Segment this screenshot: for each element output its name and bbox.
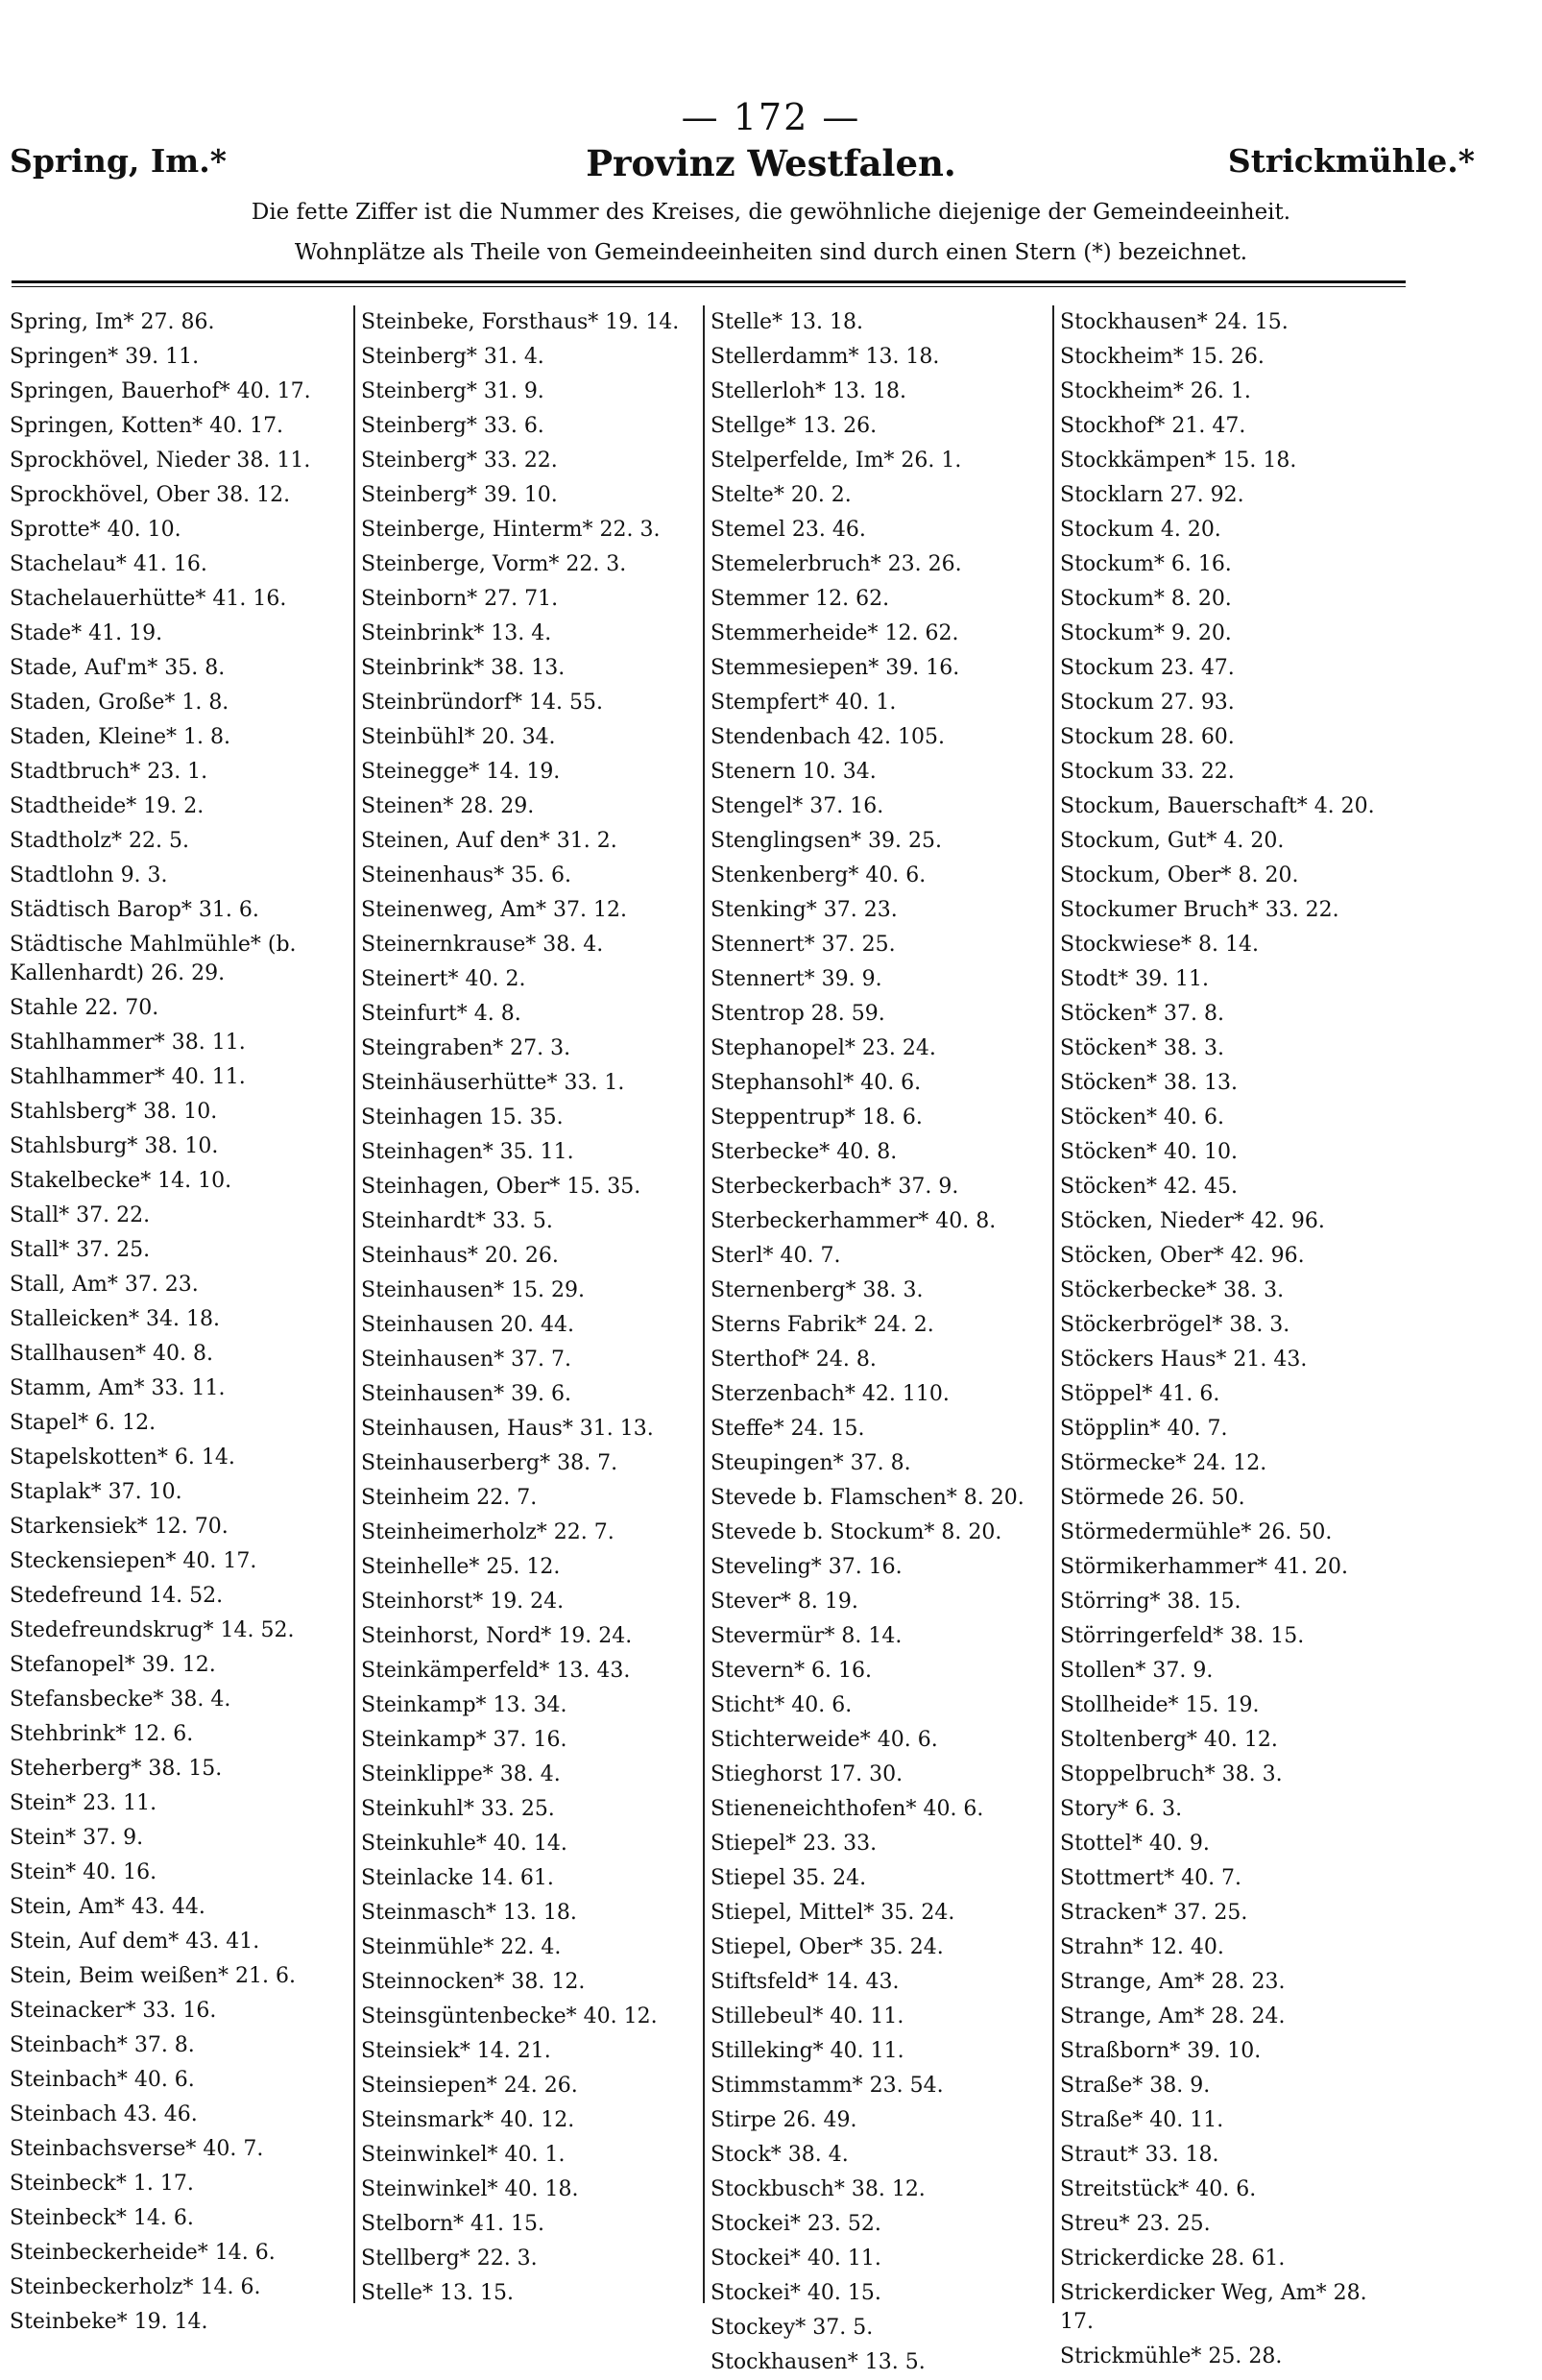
index-entry: Steinbeke* 19. 14. bbox=[10, 2310, 208, 2334]
index-entry: Steinkamp* 13. 34. bbox=[361, 1693, 567, 1717]
index-column-4 bbox=[1052, 305, 1402, 2368]
index-entry: Stockei* 40. 11. bbox=[711, 2246, 881, 2271]
index-entry: Steingraben* 27. 3. bbox=[361, 1036, 571, 1060]
index-entry: Sterbecke* 40. 8. bbox=[711, 1140, 898, 1164]
index-entry: Strickerdicke 28. 61. bbox=[1060, 2246, 1286, 2271]
index-entry: Stevede b. Flamschen* 8. 20. bbox=[711, 1486, 1024, 1510]
index-entry: Steinhausen* 39. 6. bbox=[361, 1382, 572, 1406]
index-entry: Steffe* 24. 15. bbox=[711, 1417, 865, 1441]
index-entry: Stodt* 39. 11. bbox=[1060, 967, 1210, 991]
index-entry: Stelle* 13. 18. bbox=[711, 310, 863, 334]
index-entry: Stockum, Bauerschaft* 4. 20. bbox=[1060, 794, 1375, 818]
index-entry: Stockum, Ober* 8. 20. bbox=[1060, 863, 1299, 887]
index-entry: Steinheim 22. 7. bbox=[361, 1486, 538, 1510]
index-entry: Stakelbecke* 14. 10. bbox=[10, 1169, 232, 1193]
index-entry: Springen, Kotten* 40. 17. bbox=[10, 414, 284, 438]
index-entry: Steinberg* 39. 10. bbox=[361, 483, 558, 507]
index-entry: Stade, Auf'm* 35. 8. bbox=[10, 656, 226, 680]
index-entry: Steinberge, Hinterm* 22. 3. bbox=[361, 518, 661, 542]
index-entry: Stockei* 40. 15. bbox=[711, 2281, 881, 2305]
index-entry: Steinsiepen* 24. 26. bbox=[361, 2074, 578, 2098]
index-entry: Sticht* 40. 6. bbox=[711, 1693, 853, 1717]
index-entry: Steinheimerholz* 22. 7. bbox=[361, 1520, 614, 1544]
index-entry: Steinen, Auf den* 31. 2. bbox=[361, 829, 617, 853]
index-entry: Stennert* 39. 9. bbox=[711, 967, 882, 991]
index-entry: Stockwiese* 8. 14. bbox=[1060, 933, 1259, 957]
index-entry: Steinbrink* 38. 13. bbox=[361, 656, 566, 680]
index-entry: Stellerdamm* 13. 18. bbox=[711, 345, 940, 369]
index-entry: Stapel* 6. 12. bbox=[10, 1411, 157, 1435]
index-entry: Steinbach* 37. 8. bbox=[10, 2033, 195, 2057]
index-entry: Steinegge* 14. 19. bbox=[361, 760, 561, 784]
index-entry: Strange, Am* 28. 23. bbox=[1060, 1970, 1286, 1994]
index-entry: Stöcken* 42. 45. bbox=[1060, 1175, 1238, 1199]
explanatory-note-line-2: Wohnplätze als Theile von Gemeindeeinheiten sind durch einen Stern (*) bezeichnet. bbox=[294, 240, 1248, 265]
index-entry: Steinbeck* 14. 6. bbox=[10, 2206, 194, 2230]
index-entry: Steinberg* 31. 4. bbox=[361, 345, 544, 369]
index-entry: Steinkamp* 37. 16. bbox=[361, 1728, 567, 1752]
index-entry: Stockhof* 21. 47. bbox=[1060, 414, 1246, 438]
index-entry: Stollheide* 15. 19. bbox=[1060, 1693, 1260, 1717]
index-entry: Straße* 38. 9. bbox=[1060, 2074, 1211, 2098]
index-entry: Stenking* 37. 23. bbox=[711, 898, 898, 922]
index-entry: Sterthof* 24. 8. bbox=[711, 1348, 877, 1372]
index-entry: Stefansbecke* 38. 4. bbox=[10, 1688, 231, 1712]
index-entry: Stenglingsen* 39. 25. bbox=[711, 829, 942, 853]
index-entry: Stöcken, Ober* 42. 96. bbox=[1060, 1244, 1305, 1268]
index-entry: Stedefreundskrug* 14. 52. bbox=[10, 1618, 295, 1642]
index-entry: Steinhäuserhütte* 33. 1. bbox=[361, 1071, 625, 1095]
index-entry: Stöcken* 40. 6. bbox=[1060, 1105, 1224, 1129]
index-entry: Steinsgüntenbecke* 40. 12. bbox=[361, 2004, 658, 2028]
index-entry: Stadtholz* 22. 5. bbox=[10, 829, 189, 853]
index-entry: Stockheim* 15. 26. bbox=[1060, 345, 1265, 369]
index-entry: Stelle* 13. 15. bbox=[361, 2281, 514, 2305]
index-entry: Steinsiek* 14. 21. bbox=[361, 2039, 551, 2063]
index-entry: Stenern 10. 34. bbox=[711, 760, 877, 784]
index-entry: Stockhausen* 13. 5. bbox=[711, 2350, 926, 2374]
index-entry: Straße* 40. 11. bbox=[1060, 2108, 1224, 2132]
index-entry: Stempfert* 40. 1. bbox=[711, 691, 897, 715]
index-entry: Sprockhövel, Nieder 38. 11. bbox=[10, 449, 311, 473]
index-entry: Stöcken* 38. 13. bbox=[1060, 1071, 1238, 1095]
index-entry: Sternenberg* 38. 3. bbox=[711, 1278, 924, 1302]
index-entry: Stemmesiepen* 39. 16. bbox=[711, 656, 960, 680]
index-entry: Steinbachsverse* 40. 7. bbox=[10, 2137, 264, 2161]
index-entry: Sterzenbach* 42. 110. bbox=[711, 1382, 950, 1406]
index-entry: Stahle 22. 70. bbox=[10, 996, 159, 1020]
index-entry: Stein* 37. 9. bbox=[10, 1826, 144, 1850]
index-entry: Stein, Beim weißen* 21. 6. bbox=[10, 1964, 296, 1988]
index-entry: Steinhauserberg* 38. 7. bbox=[361, 1451, 618, 1475]
index-entry: Stieneneichthofen* 40. 6. bbox=[711, 1797, 984, 1821]
index-entry: Stedefreund 14. 52. bbox=[10, 1584, 224, 1608]
index-entry: Steinbühl* 20. 34. bbox=[361, 725, 556, 749]
index-entry: Spring, Im* 27. 86. bbox=[10, 310, 215, 334]
index-entry: Stadtheide* 19. 2. bbox=[10, 794, 205, 818]
index-entry: Sterbeckerbach* 37. 9. bbox=[711, 1175, 959, 1199]
index-entry: Steinhaus* 20. 26. bbox=[361, 1244, 559, 1268]
index-entry: Stephanopel* 23. 24. bbox=[711, 1036, 936, 1060]
index-entry: Stieghorst 17. 30. bbox=[711, 1762, 904, 1786]
index-entry: Stockum, Gut* 4. 20. bbox=[1060, 829, 1285, 853]
index-entry: Staden, Große* 1. 8. bbox=[10, 691, 229, 715]
index-entry: Steinberg* 33. 6. bbox=[361, 414, 544, 438]
index-entry: Stöcken* 37. 8. bbox=[1060, 1002, 1224, 1026]
index-entry: Städtisch Barop* 31. 6. bbox=[10, 898, 259, 922]
index-entry: Steinen* 28. 29. bbox=[361, 794, 535, 818]
index-entry: Stellge* 13. 26. bbox=[711, 414, 878, 438]
index-entry: Steinlacke 14. 61. bbox=[361, 1866, 554, 1890]
index-entry: Stockumer Bruch* 33. 22. bbox=[1060, 898, 1339, 922]
index-entry: Steinsmark* 40. 12. bbox=[361, 2108, 575, 2132]
index-entry: Steinhagen, Ober* 15. 35. bbox=[361, 1175, 641, 1199]
index-entry: Stephansohl* 40. 6. bbox=[711, 1071, 922, 1095]
explanatory-note-line-1: Die fette Ziffer ist die Nummer des Kreises, die gewöhnliche diejenige der Gemeindeeinheit. bbox=[251, 200, 1291, 225]
index-entry: Steinbeke, Forsthaus* 19. 14. bbox=[361, 310, 680, 334]
index-entry: Stelperfelde, Im* 26. 1. bbox=[711, 449, 962, 473]
index-entry: Stockbusch* 38. 12. bbox=[711, 2177, 926, 2201]
index-entry: Stendenbach 42. 105. bbox=[711, 725, 946, 749]
index-entry: Stockum 28. 60. bbox=[1060, 725, 1235, 749]
index-entry: Stelte* 20. 2. bbox=[711, 483, 852, 507]
index-entry: Stachelau* 41. 16. bbox=[10, 552, 207, 576]
index-entry: Steinwinkel* 40. 1. bbox=[361, 2143, 566, 2167]
index-entry: Stahlhammer* 38. 11. bbox=[10, 1031, 246, 1055]
index-entry: Stiepel, Ober* 35. 24. bbox=[711, 1935, 944, 1959]
index-entry: Steinenweg, Am* 37. 12. bbox=[361, 898, 627, 922]
index-entry: Stöckerbrögel* 38. 3. bbox=[1060, 1313, 1290, 1337]
index-entry: Story* 6. 3. bbox=[1060, 1797, 1183, 1821]
index-entry: Störmedermühle* 26. 50. bbox=[1060, 1520, 1333, 1544]
index-entry: Stadtbruch* 23. 1. bbox=[10, 760, 208, 784]
index-entry: Störring* 38. 15. bbox=[1060, 1590, 1241, 1614]
index-entry: Steinhagen 15. 35. bbox=[361, 1105, 564, 1129]
index-entry: Stockkämpen* 15. 18. bbox=[1060, 449, 1297, 473]
index-entry: Stockum* 8. 20. bbox=[1060, 587, 1232, 611]
index-entry: Steupingen* 37. 8. bbox=[711, 1451, 911, 1475]
index-columns bbox=[4, 305, 1402, 2374]
index-entry: Stapelskotten* 6. 14. bbox=[10, 1445, 235, 1469]
index-entry: Steinbeckerheide* 14. 6. bbox=[10, 2241, 276, 2265]
index-entry: Stein, Auf dem* 43. 41. bbox=[10, 1930, 260, 1954]
index-entry: Stöckers Haus* 21. 43. bbox=[1060, 1348, 1308, 1372]
index-column-1 bbox=[4, 305, 353, 2334]
index-entry: Stemmer 12. 62. bbox=[711, 587, 890, 611]
index-entry: Streu* 23. 25. bbox=[1060, 2212, 1211, 2236]
index-entry: Stennert* 37. 25. bbox=[711, 933, 896, 957]
index-entry: Stemel 23. 46. bbox=[711, 518, 866, 542]
index-entry: Steinmasch* 13. 18. bbox=[361, 1901, 577, 1925]
index-entry: Stelborn* 41. 15. bbox=[361, 2212, 544, 2236]
index-entry: Steinhausen* 37. 7. bbox=[361, 1348, 572, 1372]
index-entry: Stillebeul* 40. 11. bbox=[711, 2004, 904, 2028]
index-entry: Stiepel 35. 24. bbox=[711, 1866, 867, 1890]
index-entry: Steinenhaus* 35. 6. bbox=[361, 863, 572, 887]
index-entry: Stein* 40. 16. bbox=[10, 1860, 157, 1884]
index-entry: Springen, Bauerhof* 40. 17. bbox=[10, 379, 311, 403]
index-entry: Steinbeckerholz* 14. 6. bbox=[10, 2275, 261, 2299]
index-entry: Stilleking* 40. 11. bbox=[711, 2039, 904, 2063]
index-entry: Strahn* 12. 40. bbox=[1060, 1935, 1224, 1959]
index-entry: Straßborn* 39. 10. bbox=[1060, 2039, 1262, 2063]
index-entry: Stoppelbruch* 38. 3. bbox=[1060, 1762, 1283, 1786]
index-entry: Steinhagen* 35. 11. bbox=[361, 1140, 574, 1164]
index-entry: Stahlsberg* 38. 10. bbox=[10, 1100, 218, 1124]
index-column-3 bbox=[703, 305, 1052, 2374]
index-entry: Sterbeckerhammer* 40. 8. bbox=[711, 1209, 997, 1233]
index-entry: Streitstück* 40. 6. bbox=[1060, 2177, 1257, 2201]
index-entry: Strickmühle* 25. 28. bbox=[1060, 2344, 1283, 2368]
index-entry: Stottel* 40. 9. bbox=[1060, 1832, 1210, 1856]
index-entry: Stentrop 28. 59. bbox=[711, 1002, 885, 1026]
index-entry: Stockum* 6. 16. bbox=[1060, 552, 1232, 576]
running-head-right: Strickmühle.* bbox=[1227, 142, 1475, 180]
index-entry: Stollen* 37. 9. bbox=[1060, 1659, 1214, 1683]
index-entry: Störmede 26. 50. bbox=[1060, 1486, 1245, 1510]
index-entry: Steinkuhl* 33. 25. bbox=[361, 1797, 555, 1821]
index-entry: Stachelauerhütte* 41. 16. bbox=[10, 587, 287, 611]
index-entry: Stockum 33. 22. bbox=[1060, 760, 1235, 784]
index-entry: Stocklarn 27. 92. bbox=[1060, 483, 1244, 507]
index-entry: Steinhausen, Haus* 31. 13. bbox=[361, 1417, 654, 1441]
index-entry: Stadtlohn 9. 3. bbox=[10, 863, 168, 887]
index-entry: Städtische Mahlmühle* (b. Kallenhardt) 26. 29. bbox=[10, 933, 297, 985]
running-head-left: Spring, Im.* bbox=[10, 142, 227, 180]
index-entry: Steinborn* 27. 71. bbox=[361, 587, 559, 611]
index-entry: Stellerloh* 13. 18. bbox=[711, 379, 906, 403]
index-entry: Stenkenberg* 40. 6. bbox=[711, 863, 927, 887]
index-entry: Stottmert* 40. 7. bbox=[1060, 1866, 1242, 1890]
index-entry: Steinklippe* 38. 4. bbox=[361, 1762, 561, 1786]
index-entry: Stellberg* 22. 3. bbox=[361, 2246, 538, 2271]
index-entry: Stöcken* 38. 3. bbox=[1060, 1036, 1224, 1060]
index-entry: Steinbründorf* 14. 55. bbox=[361, 691, 604, 715]
index-entry: Stalleicken* 34. 18. bbox=[10, 1307, 220, 1331]
index-entry: Stock* 38. 4. bbox=[711, 2143, 849, 2167]
index-entry: Stevermür* 8. 14. bbox=[711, 1624, 903, 1648]
index-entry: Stamm, Am* 33. 11. bbox=[10, 1376, 226, 1400]
index-entry: Steinnocken* 38. 12. bbox=[361, 1970, 586, 1994]
running-head-title: Provinz Westfalen. bbox=[586, 142, 956, 184]
index-entry: Steinert* 40. 2. bbox=[361, 967, 526, 991]
index-entry: Steinbrink* 13. 4. bbox=[361, 621, 552, 645]
index-entry: Stockum* 9. 20. bbox=[1060, 621, 1232, 645]
index-entry: Stöppel* 41. 6. bbox=[1060, 1382, 1220, 1406]
index-entry: Steinacker* 33. 16. bbox=[10, 1999, 217, 2023]
index-entry: Steppentrup* 18. 6. bbox=[711, 1105, 923, 1129]
index-entry: Stoltenberg* 40. 12. bbox=[1060, 1728, 1278, 1752]
index-entry: Staplak* 37. 10. bbox=[10, 1480, 182, 1504]
header-rule bbox=[12, 280, 1406, 287]
index-entry: Steinberg* 33. 22. bbox=[361, 449, 558, 473]
index-entry: Steherberg* 38. 15. bbox=[10, 1757, 223, 1781]
index-entry: Stöpplin* 40. 7. bbox=[1060, 1417, 1228, 1441]
index-entry: Steinmühle* 22. 4. bbox=[361, 1935, 562, 1959]
index-entry: Stöcken* 40. 10. bbox=[1060, 1140, 1238, 1164]
index-entry: Stockum 4. 20. bbox=[1060, 518, 1221, 542]
index-entry: Steinhelle* 25. 12. bbox=[361, 1555, 561, 1579]
index-entry: Stimmstamm* 23. 54. bbox=[711, 2074, 944, 2098]
index-entry: Sterl* 40. 7. bbox=[711, 1244, 841, 1268]
index-entry: Stöcken, Nieder* 42. 96. bbox=[1060, 1209, 1325, 1233]
index-entry: Steinhorst* 19. 24. bbox=[361, 1590, 565, 1614]
index-entry: Sterns Fabrik* 24. 2. bbox=[711, 1313, 934, 1337]
index-entry: Sprockhövel, Ober 38. 12. bbox=[10, 483, 291, 507]
index-entry: Steinkämperfeld* 13. 43. bbox=[361, 1659, 631, 1683]
index-entry: Stallhausen* 40. 8. bbox=[10, 1342, 213, 1366]
index-entry: Stever* 8. 19. bbox=[711, 1590, 858, 1614]
index-entry: Stockum 27. 93. bbox=[1060, 691, 1235, 715]
index-entry: Steinhorst, Nord* 19. 24. bbox=[361, 1624, 633, 1648]
index-entry: Steckensiepen* 40. 17. bbox=[10, 1549, 257, 1573]
index-entry: Steinhardt* 33. 5. bbox=[361, 1209, 553, 1233]
index-entry: Stahlhammer* 40. 11. bbox=[10, 1065, 246, 1089]
index-entry: Steinberge, Vorm* 22. 3. bbox=[361, 552, 627, 576]
index-entry: Stemelerbruch* 23. 26. bbox=[711, 552, 962, 576]
index-entry: Steinwinkel* 40. 18. bbox=[361, 2177, 579, 2201]
index-entry: Störmikerhammer* 41. 20. bbox=[1060, 1555, 1348, 1579]
index-entry: Stiepel, Mittel* 35. 24. bbox=[711, 1901, 955, 1925]
index-entry: Stevede b. Stockum* 8. 20. bbox=[711, 1520, 1002, 1544]
index-entry: Stirpe 26. 49. bbox=[711, 2108, 857, 2132]
index-entry: Stein* 23. 11. bbox=[10, 1791, 157, 1815]
index-entry: Stockhausen* 24. 15. bbox=[1060, 310, 1289, 334]
index-entry: Stehbrink* 12. 6. bbox=[10, 1722, 194, 1746]
index-entry: Steinernkrause* 38. 4. bbox=[361, 933, 604, 957]
index-entry: Stevern* 6. 16. bbox=[711, 1659, 873, 1683]
index-entry: Stichterweide* 40. 6. bbox=[711, 1728, 938, 1752]
index-entry: Stemmerheide* 12. 62. bbox=[711, 621, 959, 645]
index-entry: Störringerfeld* 38. 15. bbox=[1060, 1624, 1305, 1648]
index-entry: Steinberg* 31. 9. bbox=[361, 379, 544, 403]
index-entry: Stall* 37. 25. bbox=[10, 1238, 151, 1262]
index-entry: Stahlsburg* 38. 10. bbox=[10, 1134, 219, 1158]
index-entry: Stiftsfeld* 14. 43. bbox=[711, 1970, 900, 1994]
index-entry: Steveling* 37. 16. bbox=[711, 1555, 903, 1579]
index-entry: Stengel* 37. 16. bbox=[711, 794, 884, 818]
index-entry: Steinfurt* 4. 8. bbox=[361, 1002, 521, 1026]
index-entry: Stracken* 37. 25. bbox=[1060, 1901, 1248, 1925]
index-column-2 bbox=[353, 305, 703, 2303]
index-entry: Stockum 23. 47. bbox=[1060, 656, 1235, 680]
index-entry: Strange, Am* 28. 24. bbox=[1060, 2004, 1286, 2028]
index-entry: Störmecke* 24. 12. bbox=[1060, 1451, 1267, 1475]
index-entry: Steinhausen 20. 44. bbox=[361, 1313, 575, 1337]
index-entry: Straut* 33. 18. bbox=[1060, 2143, 1219, 2167]
index-entry: Stöckerbecke* 38. 3. bbox=[1060, 1278, 1285, 1302]
page-number: — 172 — bbox=[681, 96, 861, 138]
index-entry: Steinkuhle* 40. 14. bbox=[361, 1832, 567, 1856]
index-entry: Strickerdicker Weg, Am* 28. 17. bbox=[1060, 2281, 1367, 2334]
index-entry: Starkensiek* 12. 70. bbox=[10, 1515, 229, 1539]
index-entry: Stockey* 37. 5. bbox=[711, 2316, 874, 2340]
index-entry: Stefanopel* 39. 12. bbox=[10, 1653, 216, 1677]
index-entry: Sprotte* 40. 10. bbox=[10, 518, 181, 542]
index-entry: Steinbach 43. 46. bbox=[10, 2102, 198, 2126]
index-entry: Stall, Am* 37. 23. bbox=[10, 1273, 199, 1297]
index-entry: Stockei* 23. 52. bbox=[711, 2212, 881, 2236]
index-entry: Stein, Am* 43. 44. bbox=[10, 1895, 205, 1919]
index-entry: Steinbeck* 1. 17. bbox=[10, 2172, 194, 2196]
index-entry: Springen* 39. 11. bbox=[10, 345, 200, 369]
index-entry: Stade* 41. 19. bbox=[10, 621, 163, 645]
index-entry: Stockheim* 26. 1. bbox=[1060, 379, 1251, 403]
index-entry: Steinhausen* 15. 29. bbox=[361, 1278, 586, 1302]
index-entry: Staden, Kleine* 1. 8. bbox=[10, 725, 230, 749]
index-entry: Stiepel* 23. 33. bbox=[711, 1832, 878, 1856]
index-entry: Steinbach* 40. 6. bbox=[10, 2068, 195, 2092]
index-entry: Stall* 37. 22. bbox=[10, 1203, 151, 1227]
